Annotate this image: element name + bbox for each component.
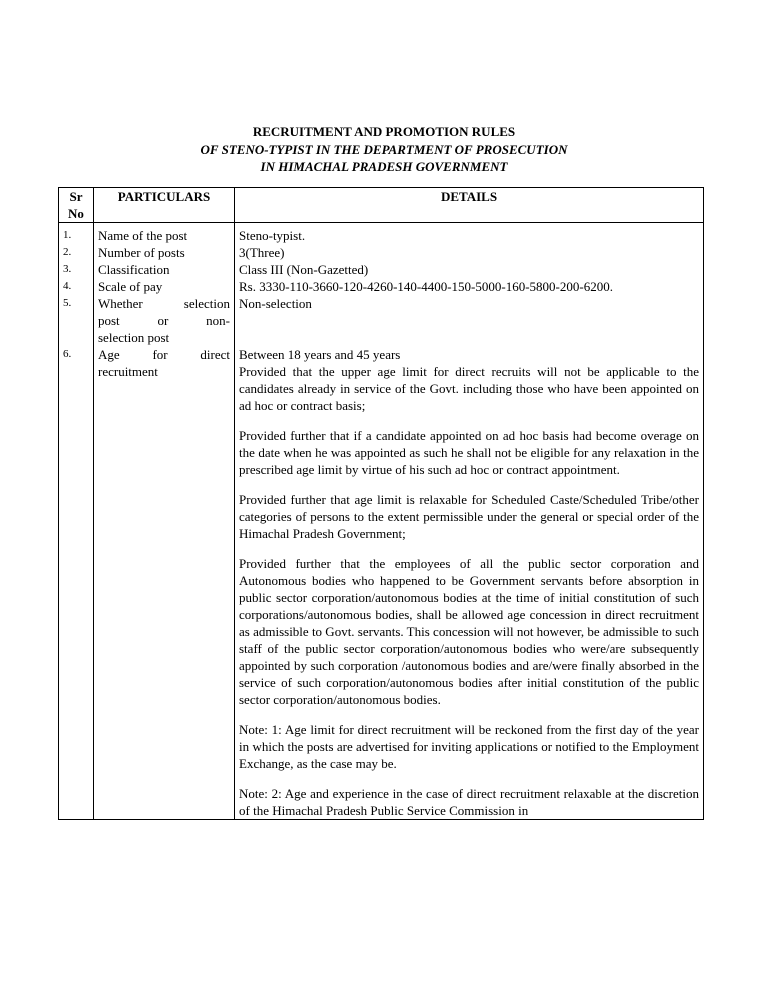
age-proviso-paragraph: Provided further that the employees of all the public sector corporation and Autonomous bodies who happened to be Government servants before absorption in public sector corporation/autonomous bodies at the time of initial constitution of such corporations/autonomous bodies, shall be allowed age concession in direct recruitment as admissible to Govt. servants. This concession will not however, be admissible to such staff of the public sector corporation/autonomous bodies who were/are subsequently appointed by such corporation /autonomous bodies and are/were finally absorbed in the service of such corporation/autonomous bodies after initial constitution of the public sector corporation/autonomous bodies. bbox=[239, 556, 699, 707]
sr-column: 1. 2. 3. 4. 5. 6. bbox=[59, 223, 94, 820]
document-title: RECRUITMENT AND PROMOTION RULES bbox=[252, 124, 516, 139]
age-proviso-paragraph: Provided that the upper age limit for direct recruits will not be applicable to the candidates already in service of the Govt. including those who have been appointed on ad hoc or contract basis; bbox=[239, 364, 699, 413]
table-row bbox=[59, 223, 704, 820]
document-subtitle: OF STENO-TYPIST IN THE DEPARTMENT OF PROSECUTION bbox=[200, 142, 568, 157]
details-column: Steno-typist. 3(Three) Class III (Non-Gazetted) Rs. 3330-110-3660-120-4260-140-4400-150-5000-160-5800-200-6200. Non-selection Between 18 years and 45 years Provided that the upper age limit for direct recruits will not be applicable to the candidates already in service of the Govt. including those who have been appointed on ad hoc or contract basis; Provided further that if a candidate appointed on ad hoc basis had become overage on the date when he was appointed as such he shall not be eligible for any relaxation in the prescribed age limit by virtue of his such ad hoc or contract appointment. Provided further that age limit is relaxable for Scheduled Caste/Scheduled Tribe/other categories of persons to the extent permissible under the general or special order of the Himachal Pradesh Government; Provided further that the employees of all the public sector corporation and Autonomous bodies who happened to be Government servants before absorption in public sector corporation/autonomous bodies at the time of initial constitution of such corporations/autonomous bodies, shall be allowed age concession in direct recruitment as admissible to Govt. servants. This concession will not however, be admissible to such staff of the public sector corporation/autonomous bodies who were/are subsequently appointed by such corporation /autonomous bodies and are/were finally absorbed in the service of such corporation/autonomous bodies after initial constitution of the public sector corporation/autonomous bodies. Note: 1: Age limit for direct recruitment will be reckoned from the first day of the year in which the posts are advertised for inviting applications or notified to the Employment Exchange, as the case may be. Note: 2: Age and experience in the case of direct recruitment relaxable at the discretion of the Himachal Pradesh Public Service Commission in bbox=[235, 223, 704, 820]
rules-table bbox=[58, 187, 704, 820]
age-note-paragraph: Note: 2: Age and experience in the case of direct recruitment relaxable at the discretion of the Himachal Pradesh Public Service Commission in bbox=[239, 786, 699, 818]
header-details: DETAILS bbox=[235, 188, 704, 223]
age-proviso-paragraph: Provided further that if a candidate appointed on ad hoc basis had become overage on the date when he was appointed as such he shall not be eligible for any relaxation in the prescribed age limit by virtue of his such ad hoc or contract appointment. bbox=[239, 428, 699, 477]
table-header-row bbox=[59, 188, 704, 223]
age-note-paragraph: Note: 1: Age limit for direct recruitment will be reckoned from the first day of the year in which the posts are advertised for inviting applications or notified to the Employment Exchange, as the case may be. bbox=[239, 722, 699, 771]
document-subtitle-government: IN HIMACHAL PRADESH GOVERNMENT bbox=[260, 159, 508, 174]
particulars-column: Name of the post Number of posts Classification Scale of pay Whether selection post or non- selection post Age for direct recruitment bbox=[94, 223, 235, 820]
header-sr-no: Sr No bbox=[59, 188, 94, 223]
header-particulars: PARTICULARS bbox=[94, 188, 235, 223]
age-proviso-paragraph: Provided further that age limit is relaxable for Scheduled Caste/Scheduled Tribe/other categories of persons to the extent permissible under the general or special order of the Himachal Pradesh Government; bbox=[239, 492, 699, 541]
